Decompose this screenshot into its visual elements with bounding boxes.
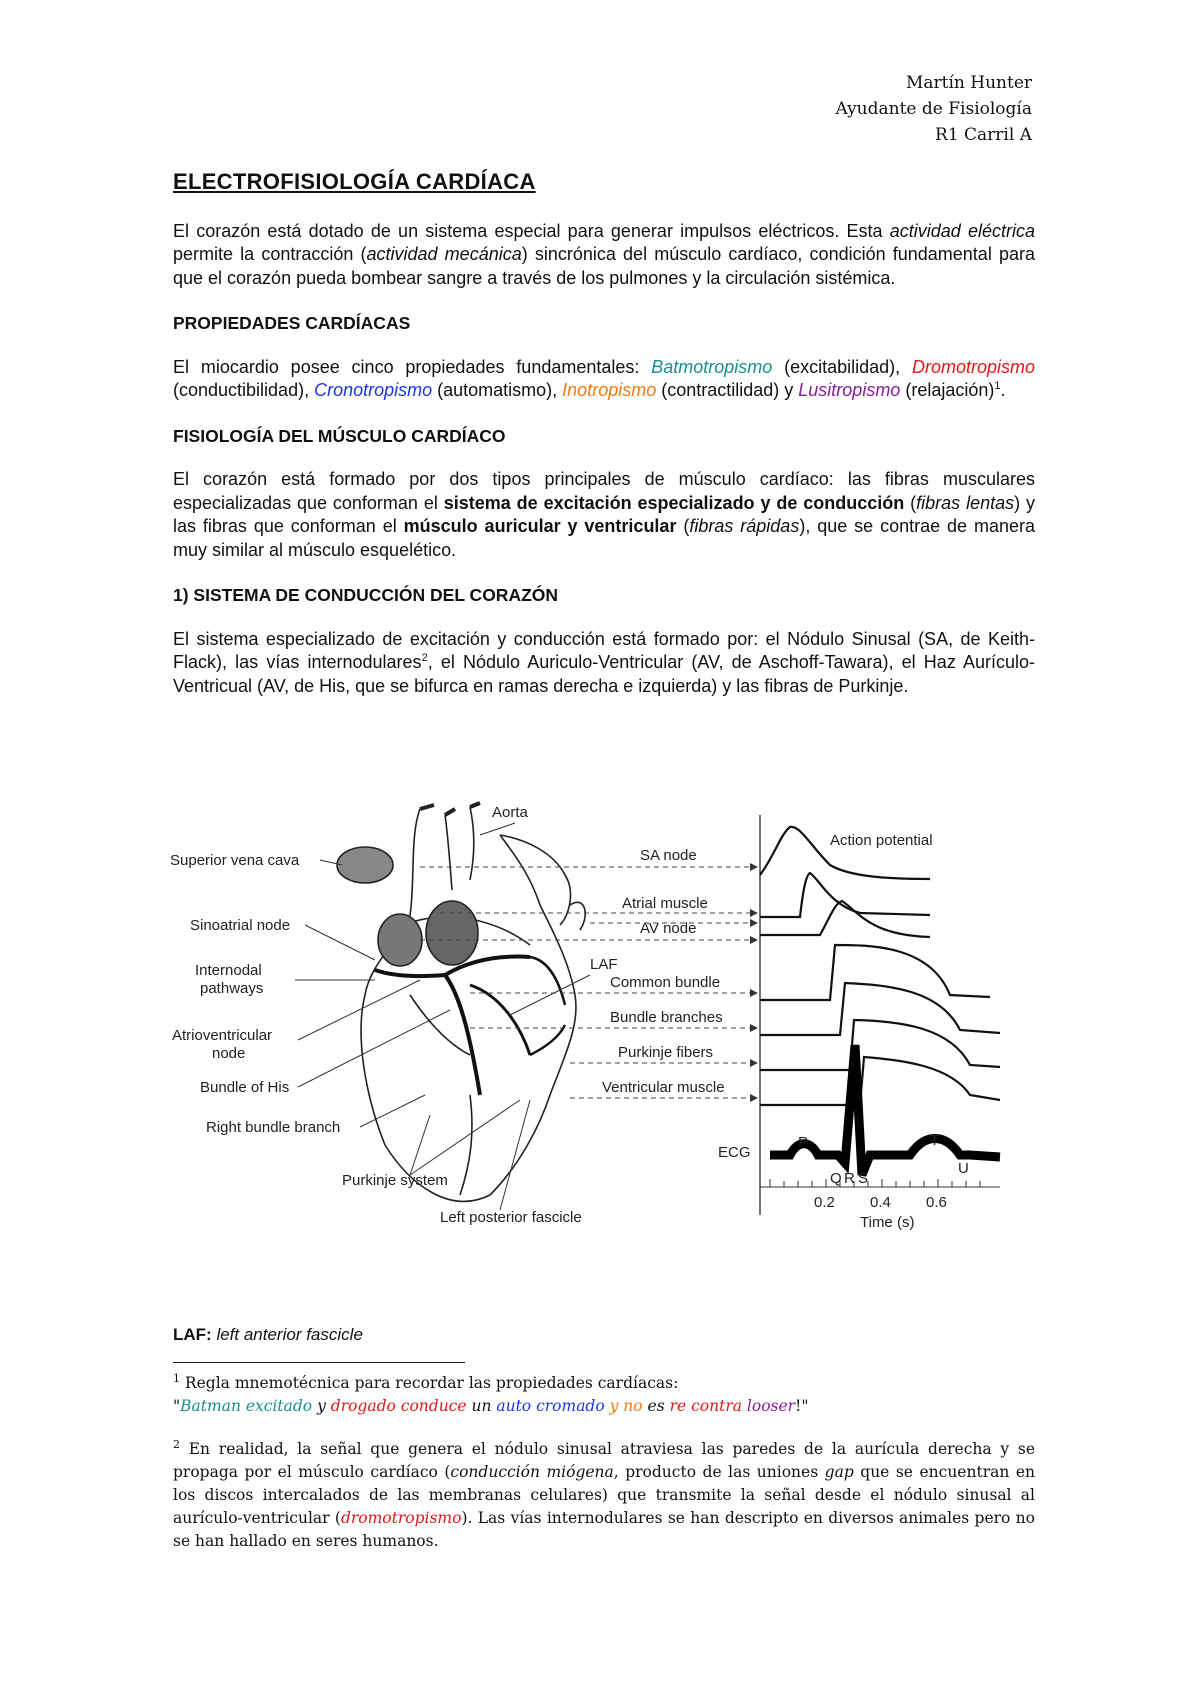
footnote-text: Regla mnemotécnica para recordar las propiedades cardíacas: <box>180 1374 679 1392</box>
label-internodal: Internodal <box>195 962 262 979</box>
term-dromotropismo-fn: dromotropismo <box>340 1509 462 1527</box>
right-labels <box>602 847 725 1096</box>
term-batmotropismo: Batmotropismo <box>651 356 773 377</box>
ap-bundle-branches <box>760 983 1000 1035</box>
emphasis-text: actividad eléctrica <box>889 220 1035 241</box>
ap-ventricular-muscle <box>760 1057 1000 1105</box>
conduccion-paragraph <box>173 628 1035 699</box>
bold-text: sistema de excitación especializado y de conducción <box>443 492 905 513</box>
text-run: (conductibilidad), <box>173 380 315 400</box>
wave-s: S <box>858 1170 869 1187</box>
label-av-node-right: AV node <box>640 920 697 937</box>
document-header <box>835 70 1032 148</box>
footnote-1-mnemonic <box>173 1395 1035 1418</box>
arrowheads <box>750 863 758 1102</box>
wave-r: R <box>844 1170 855 1187</box>
term-lusitropismo: Lusitropismo <box>798 380 901 400</box>
wave-q: Q <box>830 1170 842 1187</box>
section-heading-conduccion: 1) SISTEMA DE CONDUCCIÓN DEL CORAZÓN <box>173 585 559 605</box>
propiedades-paragraph <box>173 356 1035 403</box>
mnemonic-auto: auto cromado <box>496 1397 605 1415</box>
label-right-bundle-branch: Right bundle branch <box>206 1119 341 1136</box>
section-heading-propiedades: PROPIEDADES CARDÍACAS <box>173 313 411 333</box>
term-inotropismo: Inotropismo <box>562 380 657 400</box>
mnemonic-word: un <box>466 1397 497 1415</box>
fisiologia-paragraph <box>173 468 1035 562</box>
text-run: El corazón está dotado de un sistema especial para generar impulsos eléctricos. Esta <box>173 220 890 241</box>
intro-paragraph <box>173 220 1035 291</box>
author-role: Ayudante de Fisiología <box>835 99 1032 119</box>
label-pathways: pathways <box>200 980 264 997</box>
label-common-bundle: Common bundle <box>610 974 721 991</box>
text-run: permite la contracción ( <box>173 244 367 264</box>
author-group: R1 Carril A <box>935 125 1032 145</box>
emphasis-text: gap <box>824 1463 854 1481</box>
quote-mark: " <box>173 1397 181 1415</box>
text-run: . <box>1000 380 1006 400</box>
ap-purkinje-fibers <box>760 1020 1000 1070</box>
text-run: (excitabilidad), <box>772 356 912 377</box>
label-purkinje-fibers: Purkinje fibers <box>618 1044 714 1061</box>
footnote-number: 1 <box>173 1371 180 1385</box>
label-left-posterior-fascicle: Left posterior fascicle <box>440 1209 582 1226</box>
conduction-pathway <box>375 957 565 1095</box>
footnote-1 <box>173 1372 1035 1395</box>
mnemonic-word: es <box>642 1397 670 1415</box>
mnemonic-re-contra: re contra <box>669 1397 742 1415</box>
text-run: , el Nódulo Auriculo-Ventricular (AV, de Aschoff-Tawara), el Haz Aurículo-Ventricual (AV, de His, que se bifurca en ramas derecha e izquierda) y las fibras de Purkinje. <box>173 652 1035 696</box>
footnote-2 <box>173 1438 1035 1553</box>
text-run: ) y las fibras que conforman el <box>173 492 1035 536</box>
text-run: El corazón está formado por dos tipos principales de músculo cardíaco: las fibras musculares especializadas que conforman el <box>173 469 1035 513</box>
footnote-text: , producto de las uniones <box>613 1463 825 1481</box>
text-run: (contractilidad) y <box>656 380 799 400</box>
term-cronotropismo: Cronotropismo <box>314 380 433 400</box>
section-heading-fisiologia: FISIOLOGÍA DEL MÚSCULO CARDÍACO <box>173 425 506 446</box>
mnemonic-looser: looser <box>742 1397 796 1415</box>
laf-desc: left anterior fascicle <box>211 1325 363 1344</box>
tick-0-2: 0.2 <box>814 1194 835 1211</box>
wave-u: U <box>958 1160 969 1177</box>
label-purkinje-system: Purkinje system <box>342 1172 448 1189</box>
main-content <box>173 170 1035 698</box>
label-av-node: node <box>212 1045 246 1062</box>
laf-abbr: LAF: <box>173 1325 212 1344</box>
mnemonic-batman: Batman excitado <box>180 1397 313 1415</box>
tick-0-6: 0.6 <box>926 1194 947 1211</box>
text-run: El sistema especializado de excitación y conducción está formado por: el Nódulo Sinusal (SA, de Keith-Flack), las vías internodulares <box>173 628 1035 672</box>
time-axis-label: Time (s) <box>860 1214 915 1231</box>
text-run: (relajación) <box>900 380 995 400</box>
bold-text: músculo auricular y ventricular <box>403 516 677 536</box>
label-sa-node: SA node <box>640 847 697 864</box>
leader-lines <box>295 823 590 1210</box>
label-sinoatrial-node: Sinoatrial node <box>190 917 291 934</box>
label-atrial-muscle: Atrial muscle <box>622 895 708 912</box>
footnote-number: 2 <box>173 1437 180 1451</box>
text-run: ), que se contrae de manera muy similar al músculo esquelético. <box>173 516 1035 560</box>
mnemonic-y-no: y no <box>604 1397 643 1415</box>
diagram-svg <box>170 795 1100 1315</box>
emphasis-text: fibras rápidas <box>689 516 800 536</box>
label-ventricular-muscle: Ventricular muscle <box>602 1079 725 1096</box>
footnote-text: que se encuentran en los discos intercalados de las membranas celulares) que transmite la señal desde el nódulo sinusal al aurículo-ventricular ( <box>173 1463 1035 1527</box>
text-run: ( <box>676 516 690 536</box>
footnote-ref-1[interactable]: 1 <box>994 380 1001 392</box>
footnote-text: En realidad, la señal que genera el nódulo sinusal atraviesa las paredes de la aurícula derecha y se propaga por el músculo cardíaco ( <box>173 1440 1035 1481</box>
label-atrioventricular: Atrioventricular <box>172 1027 273 1044</box>
conduction-system-diagram <box>170 795 1100 1315</box>
emphasis-text: actividad mecánica <box>366 244 522 264</box>
text-run: El miocardio posee cinco propiedades fundamentales: <box>173 356 652 377</box>
page-title: ELECTROFISIOLOGÍA CARDÍACA <box>173 169 536 194</box>
footnote-divider <box>173 1362 465 1363</box>
label-aorta: Aorta <box>492 804 528 821</box>
footnotes <box>173 1372 1035 1553</box>
laf-note <box>173 1325 363 1345</box>
text-run: (automatismo), <box>432 380 563 400</box>
author-name: Martín Hunter <box>905 73 1032 93</box>
footnote-text: ). Las vías internodulares se han descripto en diversos animales pero no se han hallado en seres humanos. <box>173 1509 1035 1550</box>
mnemonic-drogado: drogado conduce <box>330 1397 467 1415</box>
wave-t: T <box>930 1132 940 1149</box>
footnote-ref-2[interactable]: 2 <box>421 652 428 664</box>
ecg-ticks <box>770 1179 980 1187</box>
label-bundle-of-his: Bundle of His <box>200 1079 290 1096</box>
mnemonic-word: y <box>312 1397 331 1415</box>
label-ecg: ECG <box>718 1144 751 1161</box>
quote-mark: !" <box>795 1397 809 1415</box>
text-run: ( <box>904 492 917 513</box>
emphasis-text: conducción miógena <box>450 1463 614 1481</box>
emphasis-text: fibras lentas <box>916 492 1015 513</box>
label-action-potential: Action potential <box>830 832 933 849</box>
text-run: ) sincrónica del músculo cardíaco, condición fundamental para que el corazón pueda bombear sangre a través de los pulmones y la circulación sistémica. <box>173 244 1035 288</box>
label-superior-vena-cava: Superior vena cava <box>170 852 300 869</box>
label-bundle-branches: Bundle branches <box>610 1009 723 1026</box>
tick-0-4: 0.4 <box>870 1194 891 1211</box>
ap-common-bundle <box>760 945 990 1000</box>
term-dromotropismo: Dromotropismo <box>911 356 1035 377</box>
wave-p: P <box>798 1134 809 1151</box>
label-laf: LAF <box>590 956 618 973</box>
